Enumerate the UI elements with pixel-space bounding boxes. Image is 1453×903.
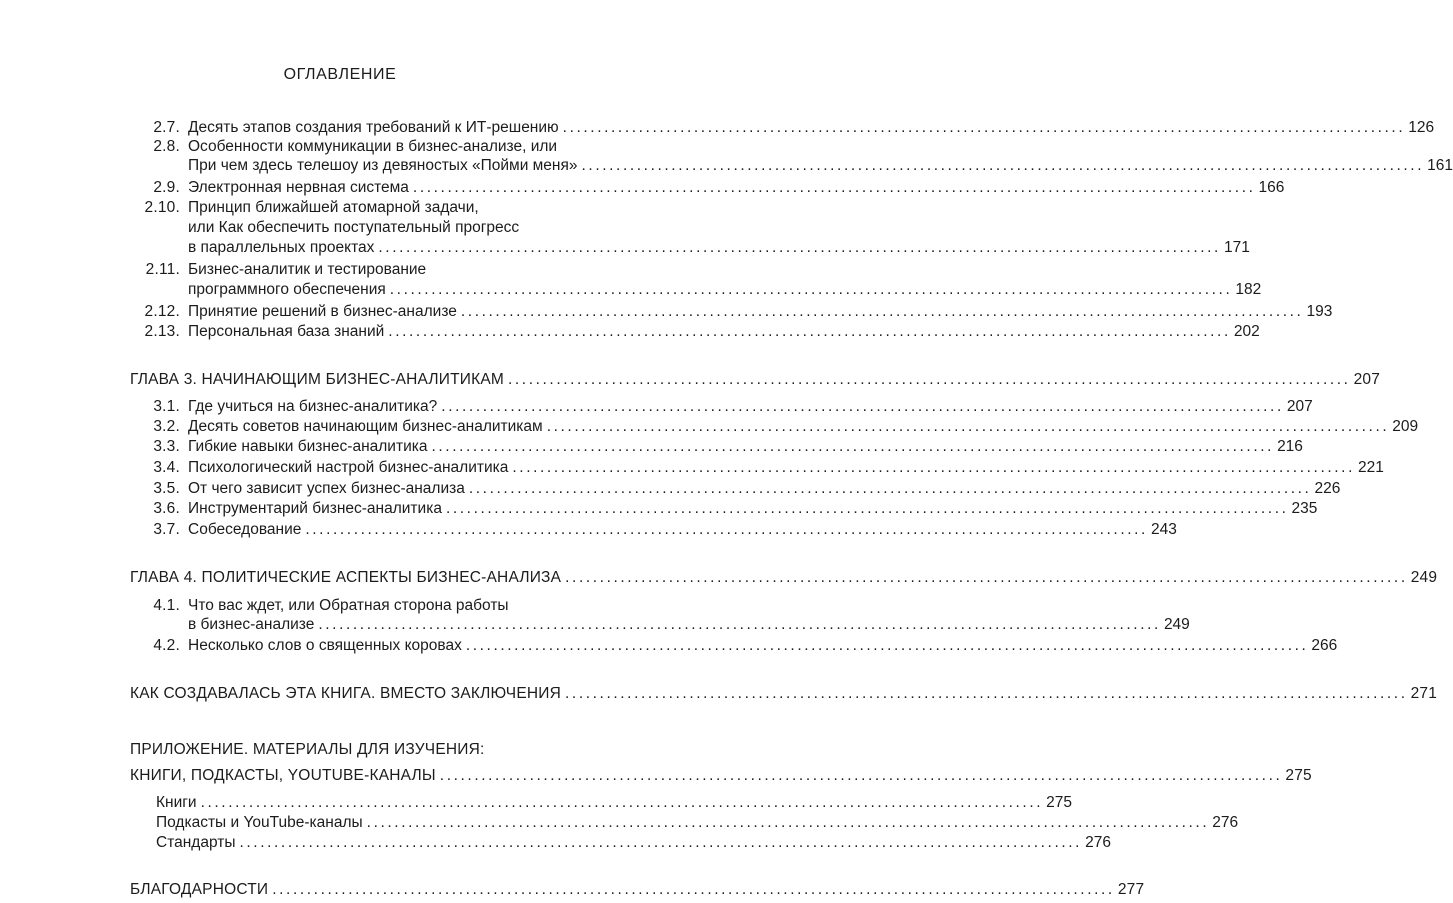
section-title-line: При чем здесь телешоу из девяностых «Пойми меня» <box>188 157 578 174</box>
dot-leader: .......................................................................................................................... <box>445 500 1289 517</box>
section-title: Стандарты <box>156 834 236 851</box>
section-number: 4.2. <box>153 637 180 654</box>
dot-leader: .......................................................................................................................... <box>431 438 1275 455</box>
toc-entry-2-10-cont2 <box>0 238 1250 258</box>
section-title: Где учиться на бизнес-аналитика? <box>188 398 438 415</box>
page-number: 271 <box>1410 685 1438 702</box>
toc-entry-4-1-cont <box>0 615 1190 635</box>
section-title: Подкасты и YouTube-каналы <box>156 814 363 831</box>
toc-entry-3-3 <box>0 437 1303 457</box>
section-title: Инструментарий бизнес-аналитика <box>188 500 442 517</box>
section-number: 2.8. <box>153 138 180 155</box>
toc-appendix-cont <box>0 766 1312 786</box>
toc-entry-2-12 <box>0 302 1333 322</box>
toc-entry-2-10-cont <box>0 218 680 238</box>
section-number: 3.5. <box>153 480 180 497</box>
toc-entry-4-2 <box>0 636 1338 656</box>
section-title-line: в параллельных проектах <box>188 239 375 256</box>
page-number: 207 <box>1353 371 1381 388</box>
toc-entry-2-9 <box>0 178 1285 198</box>
toc-entry-3-7 <box>0 520 1177 540</box>
page-number: 249 <box>1163 616 1190 633</box>
toc-entry-2-11 <box>0 260 680 280</box>
section-number: 2.10. <box>144 199 180 216</box>
dot-leader: .......................................................................................................................... <box>389 281 1233 298</box>
section-title: Десять этапов создания требований к ИТ-решению <box>188 119 559 136</box>
section-number: 2.7. <box>153 119 180 136</box>
page-number: 276 <box>1212 814 1239 831</box>
dot-leader: .......................................................................................................................... <box>507 371 1351 388</box>
page-number: 171 <box>1223 239 1250 256</box>
section-title: От чего зависит успех бизнес-анализа <box>188 480 465 497</box>
dot-leader: .......................................................................................................................... <box>562 119 1406 136</box>
dot-leader: .......................................................................................................................... <box>581 157 1425 174</box>
toc-entry-3-2 <box>0 417 1419 437</box>
section-title: Принятие решений в бизнес-анализе <box>188 303 457 320</box>
section-number: 2.13. <box>144 323 180 340</box>
chapter-title: КАК СОЗДАВАЛАСЬ ЭТА КНИГА. ВМЕСТО ЗАКЛЮЧЕНИЯ <box>130 685 562 702</box>
dot-leader: .......................................................................................................................... <box>378 239 1221 256</box>
chapter-title: ГЛАВА 4. ПОЛИТИЧЕСКИЕ АСПЕКТЫ БИЗНЕС-АНАЛИЗА <box>130 569 562 586</box>
page-number: 275 <box>1285 767 1312 784</box>
section-title: Персональная база знаний <box>188 323 385 340</box>
dot-leader: .......................................................................................................................... <box>366 814 1210 831</box>
section-number: 3.3. <box>153 438 180 455</box>
page-number: 266 <box>1311 637 1338 654</box>
toc-acknowledgements <box>0 880 1145 900</box>
page-number: 166 <box>1258 179 1285 196</box>
section-title: Психологический настрой бизнес-аналитика <box>188 459 509 476</box>
toc-entry-3-5 <box>0 479 1341 499</box>
page-number: 207 <box>1286 398 1313 415</box>
section-number: 3.7. <box>153 521 180 538</box>
toc-entry-2-10 <box>0 198 680 218</box>
section-title-line: программного обеспечения <box>188 281 386 298</box>
toc-entry-2-7 <box>0 118 1435 138</box>
toc-chapter-3 <box>0 370 1381 390</box>
section-title: Книги <box>156 794 197 811</box>
section-title-line: Принцип ближайшей атомарной задачи, <box>188 199 479 216</box>
dot-leader: .......................................................................................................................... <box>305 521 1148 538</box>
page-number: 193 <box>1306 303 1333 320</box>
section-number: 2.9. <box>153 179 180 196</box>
toc-appendix <box>0 740 680 760</box>
toc-entry-2-8 <box>0 137 680 157</box>
dot-leader: .......................................................................................................................... <box>546 418 1390 435</box>
dot-leader: .......................................................................................................................... <box>239 834 1083 851</box>
page-number: 235 <box>1291 500 1318 517</box>
dot-leader: .......................................................................................................................... <box>565 569 1408 586</box>
page-number: 226 <box>1314 480 1341 497</box>
dot-leader: .......................................................................................................................... <box>272 881 1115 898</box>
page-number: 275 <box>1046 794 1073 811</box>
dot-leader: .......................................................................................................................... <box>468 480 1312 497</box>
page-number: 277 <box>1117 881 1145 898</box>
section-number: 2.12. <box>144 303 180 320</box>
toc-entry-3-1 <box>0 397 1313 417</box>
dot-leader: .......................................................................................................................... <box>460 303 1304 320</box>
section-title: Собеседование <box>188 521 302 538</box>
chapter-title: БЛАГОДАРНОСТИ <box>130 881 269 898</box>
section-number: 3.6. <box>153 500 180 517</box>
section-number: 3.1. <box>153 398 180 415</box>
section-number: 3.4. <box>153 459 180 476</box>
page-number: 221 <box>1357 459 1384 476</box>
chapter-title: ГЛАВА 3. НАЧИНАЮЩИМ БИЗНЕС-АНАЛИТИКАМ <box>130 371 504 388</box>
dot-leader: .......................................................................................................................... <box>388 323 1231 340</box>
section-title: Электронная нервная система <box>188 179 409 196</box>
dot-leader: .......................................................................................................................... <box>565 685 1408 702</box>
section-title: Гибкие навыки бизнес-аналитика <box>188 438 428 455</box>
page-number: 161 <box>1427 157 1453 174</box>
toc-entry-2-11-cont <box>0 280 1262 300</box>
toc-entry-2-13 <box>0 322 1260 342</box>
toc-afterword <box>0 684 1438 704</box>
dot-leader: .......................................................................................................................... <box>512 459 1355 476</box>
section-title-line: Бизнес-аналитик и тестирование <box>188 261 427 278</box>
page-number: 249 <box>1410 569 1438 586</box>
dot-leader: .......................................................................................................................... <box>439 767 1283 784</box>
chapter-title-line: КНИГИ, ПОДКАСТЫ, YOUTUBE-КАНАЛЫ <box>130 767 436 784</box>
dot-leader: .......................................................................................................................... <box>318 616 1161 633</box>
toc-appendix-podcasts <box>0 813 1239 833</box>
toc-entry-4-1 <box>0 596 680 616</box>
section-title-line: Что вас ждет, или Обратная сторона работы <box>188 597 509 614</box>
dot-leader: .......................................................................................................................... <box>200 794 1044 811</box>
section-title: Десять советов начинающим бизнес-аналитикам <box>188 418 543 435</box>
section-number: 4.1. <box>153 597 180 614</box>
toc-appendix-standards <box>0 833 1111 853</box>
toc-entry-3-4 <box>0 458 1384 478</box>
page-number: 209 <box>1392 418 1419 435</box>
chapter-title-line: ПРИЛОЖЕНИЕ. МАТЕРИАЛЫ ДЛЯ ИЗУЧЕНИЯ: <box>130 741 485 758</box>
dot-leader: .......................................................................................................................... <box>412 179 1256 196</box>
page-number: 276 <box>1085 834 1111 851</box>
page-number: 202 <box>1233 323 1260 340</box>
toc-entry-3-6 <box>0 499 1318 519</box>
page-number: 243 <box>1150 521 1177 538</box>
toc-entry-2-8-cont <box>0 156 1453 176</box>
dot-leader: .......................................................................................................................... <box>441 398 1284 415</box>
section-number: 3.2. <box>153 418 180 435</box>
page-number: 126 <box>1408 119 1435 136</box>
dot-leader: .......................................................................................................................... <box>465 637 1309 654</box>
toc-chapter-4 <box>0 568 1438 588</box>
section-title-line: в бизнес-анализе <box>188 616 315 633</box>
section-title-line: Особенности коммуникации в бизнес-анализе, или <box>188 138 558 155</box>
toc-appendix-books <box>0 793 1073 813</box>
section-title-line: или Как обеспечить поступательный прогресс <box>188 219 520 236</box>
toc-heading: ОГЛАВЛЕНИЕ <box>283 66 397 83</box>
section-title: Несколько слов о священных коровах <box>188 637 462 654</box>
section-number: 2.11. <box>145 261 180 278</box>
page-number: 216 <box>1277 438 1303 455</box>
page-number: 182 <box>1235 281 1262 298</box>
